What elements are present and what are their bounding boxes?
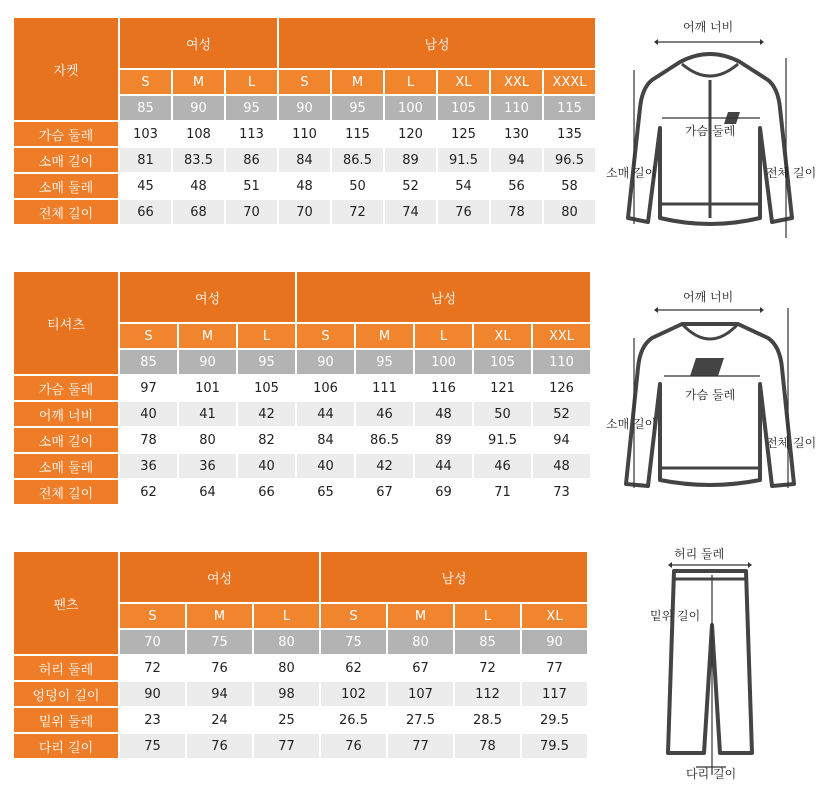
table-cell: 76 (187, 656, 252, 680)
table-row (14, 376, 590, 400)
size-number-header: 85 (120, 96, 171, 120)
table-cell: 27.5 (388, 708, 453, 732)
table-cell: 108 (173, 122, 224, 146)
size-number-header: 90 (179, 350, 236, 374)
table-cell: 67 (388, 656, 453, 680)
table-cell: 89 (385, 148, 436, 172)
pants-illustration (640, 545, 760, 785)
size-number-header: 95 (226, 96, 277, 120)
size-number-header: 85 (120, 350, 177, 374)
size-header: L (238, 324, 295, 348)
row-label: 소매 길이 (14, 148, 118, 172)
table-cell: 97 (120, 376, 177, 400)
table-cell: 79.5 (522, 734, 587, 758)
table-cell: 83.5 (173, 148, 224, 172)
table-cell: 74 (385, 200, 436, 224)
size-number-header: 95 (238, 350, 295, 374)
table-cell: 105 (238, 376, 295, 400)
table-cell: 40 (238, 454, 295, 478)
tshirt-illustration (600, 288, 816, 508)
table-cell: 26.5 (321, 708, 386, 732)
size-number-header: 95 (356, 350, 413, 374)
group-men-header: 남성 (297, 272, 590, 322)
table-cell: 91.5 (438, 148, 489, 172)
table-cell: 71 (474, 480, 531, 504)
size-number-header: 85 (455, 630, 520, 654)
table-cell: 69 (415, 480, 472, 504)
size-number-header: 105 (474, 350, 531, 374)
table-cell: 94 (187, 682, 252, 706)
table-cell: 40 (297, 454, 354, 478)
table-cell: 24 (187, 708, 252, 732)
size-header: S (120, 70, 171, 94)
size-number-header: 90 (173, 96, 224, 120)
size-number-header: 80 (388, 630, 453, 654)
table-row (14, 480, 590, 504)
table-cell: 68 (173, 200, 224, 224)
table-cell: 80 (254, 656, 319, 680)
table-cell: 62 (120, 480, 177, 504)
table-cell: 110 (279, 122, 330, 146)
size-header: M (173, 70, 224, 94)
table-cell: 86.5 (356, 428, 413, 452)
row-label: 전체 길이 (14, 200, 118, 224)
table-cell: 73 (533, 480, 590, 504)
size-header: L (254, 604, 319, 628)
table-cell: 48 (415, 402, 472, 426)
jacket-size-table (12, 16, 597, 226)
table-cell: 54 (438, 174, 489, 198)
table-cell: 44 (415, 454, 472, 478)
table-row (14, 656, 587, 680)
size-number-header: 110 (491, 96, 542, 120)
size-header: XL (522, 604, 587, 628)
group-women-header: 여성 (120, 272, 295, 322)
table-cell: 84 (279, 148, 330, 172)
jacket-size-section (12, 16, 597, 226)
size-header: M (388, 604, 453, 628)
table-cell: 125 (438, 122, 489, 146)
table-cell: 90 (120, 682, 185, 706)
table-cell: 25 (254, 708, 319, 732)
tshirt-shoulder-label: 어깨 너비 (683, 290, 734, 304)
table-cell: 78 (455, 734, 520, 758)
table-cell: 80 (544, 200, 595, 224)
jacket-illustration (600, 18, 816, 248)
table-cell: 62 (321, 656, 386, 680)
table-cell: 36 (179, 454, 236, 478)
row-label: 소매 둘레 (14, 454, 118, 478)
table-cell: 91.5 (474, 428, 531, 452)
table-cell: 82 (238, 428, 295, 452)
size-header: S (120, 604, 185, 628)
table-cell: 89 (415, 428, 472, 452)
size-number-header: 115 (544, 96, 595, 120)
table-cell: 40 (120, 402, 177, 426)
table-cell: 75 (120, 734, 185, 758)
table-cell: 111 (356, 376, 413, 400)
table-cell: 50 (332, 174, 383, 198)
row-label: 허리 둘레 (14, 656, 118, 680)
table-row (14, 200, 595, 224)
table-cell: 50 (474, 402, 531, 426)
table-row (14, 428, 590, 452)
size-number-header: 100 (385, 96, 436, 120)
table-cell: 102 (321, 682, 386, 706)
size-header: XL (474, 324, 531, 348)
table-cell: 112 (455, 682, 520, 706)
size-header: S (120, 324, 177, 348)
size-number-header: 100 (415, 350, 472, 374)
table-cell: 23 (120, 708, 185, 732)
table-cell: 70 (279, 200, 330, 224)
table-row (14, 734, 587, 758)
size-header: XXL (533, 324, 590, 348)
size-number-header: 90 (297, 350, 354, 374)
category-label: 자켓 (14, 18, 118, 120)
table-cell: 36 (120, 454, 177, 478)
size-header: L (415, 324, 472, 348)
table-cell: 113 (226, 122, 277, 146)
size-header: L (455, 604, 520, 628)
table-cell: 86 (226, 148, 277, 172)
category-label: 티셔츠 (14, 272, 118, 374)
size-header: S (321, 604, 386, 628)
table-cell: 28.5 (455, 708, 520, 732)
size-header: M (356, 324, 413, 348)
size-number-header: 90 (522, 630, 587, 654)
table-cell: 126 (533, 376, 590, 400)
jacket-length-label: 전체 길이 (766, 166, 816, 180)
tshirt-chest-label: 가슴 둘레 (685, 388, 736, 402)
size-header: M (187, 604, 252, 628)
group-men-header: 남성 (279, 18, 595, 68)
table-cell: 96.5 (544, 148, 595, 172)
tshirt-sleeve-label: 소매 길이 (606, 417, 657, 431)
tshirt-size-table (12, 270, 592, 506)
table-row (14, 174, 595, 198)
table-cell: 107 (388, 682, 453, 706)
size-header: S (297, 324, 354, 348)
size-header: M (332, 70, 383, 94)
table-cell: 101 (179, 376, 236, 400)
pants-rise-label: 밑위 길이 (650, 609, 701, 623)
table-cell: 78 (491, 200, 542, 224)
table-cell: 65 (297, 480, 354, 504)
row-label: 어깨 너비 (14, 402, 118, 426)
table-cell: 94 (491, 148, 542, 172)
size-header: XXL (491, 70, 542, 94)
table-row (14, 454, 590, 478)
size-number-header: 80 (254, 630, 319, 654)
table-cell: 66 (120, 200, 171, 224)
table-cell: 72 (332, 200, 383, 224)
table-cell: 44 (297, 402, 354, 426)
table-cell: 78 (120, 428, 177, 452)
table-cell: 117 (522, 682, 587, 706)
table-cell: 84 (297, 428, 354, 452)
table-cell: 46 (474, 454, 531, 478)
pants-outline-icon (640, 545, 760, 785)
table-cell: 77 (522, 656, 587, 680)
size-header: L (226, 70, 277, 94)
jacket-chest-label: 가슴 둘레 (685, 124, 736, 138)
table-cell: 76 (321, 734, 386, 758)
table-cell: 86.5 (332, 148, 383, 172)
row-label: 밑위 둘레 (14, 708, 118, 732)
category-label: 팬츠 (14, 552, 118, 654)
row-label: 소매 둘레 (14, 174, 118, 198)
table-cell: 56 (491, 174, 542, 198)
size-number-header: 90 (279, 96, 330, 120)
tshirt-length-label: 전체 길이 (766, 436, 816, 450)
size-number-header: 105 (438, 96, 489, 120)
table-cell: 67 (356, 480, 413, 504)
row-label: 가슴 둘레 (14, 376, 118, 400)
table-cell: 94 (533, 428, 590, 452)
group-women-header: 여성 (120, 18, 277, 68)
pants-size-section (12, 550, 589, 760)
table-cell: 115 (332, 122, 383, 146)
row-label: 전체 길이 (14, 480, 118, 504)
pants-waist-label: 허리 둘레 (674, 547, 725, 561)
size-header: M (179, 324, 236, 348)
group-women-header: 여성 (120, 552, 319, 602)
table-cell: 42 (356, 454, 413, 478)
size-number-header: 95 (332, 96, 383, 120)
table-cell: 103 (120, 122, 171, 146)
table-cell: 48 (173, 174, 224, 198)
table-cell: 72 (455, 656, 520, 680)
pants-leg-label: 다리 길이 (686, 767, 737, 781)
table-row (14, 122, 595, 146)
table-cell: 72 (120, 656, 185, 680)
table-cell: 46 (356, 402, 413, 426)
table-cell: 106 (297, 376, 354, 400)
table-cell: 120 (385, 122, 436, 146)
pants-size-table (12, 550, 589, 760)
table-cell: 77 (388, 734, 453, 758)
table-cell: 29.5 (522, 708, 587, 732)
table-cell: 98 (254, 682, 319, 706)
table-cell: 51 (226, 174, 277, 198)
table-cell: 76 (187, 734, 252, 758)
table-cell: 130 (491, 122, 542, 146)
table-cell: 58 (544, 174, 595, 198)
row-label: 엉덩이 길이 (14, 682, 118, 706)
table-cell: 64 (179, 480, 236, 504)
table-cell: 42 (238, 402, 295, 426)
table-cell: 66 (238, 480, 295, 504)
table-cell: 135 (544, 122, 595, 146)
table-cell: 121 (474, 376, 531, 400)
size-number-header: 75 (321, 630, 386, 654)
table-row (14, 402, 590, 426)
table-cell: 52 (533, 402, 590, 426)
table-row (14, 682, 587, 706)
jacket-shoulder-label: 어깨 너비 (683, 20, 734, 34)
size-number-header: 110 (533, 350, 590, 374)
tshirt-size-section (12, 270, 592, 506)
table-cell: 48 (279, 174, 330, 198)
size-header: L (385, 70, 436, 94)
table-cell: 116 (415, 376, 472, 400)
table-cell: 77 (254, 734, 319, 758)
table-row (14, 708, 587, 732)
table-cell: 52 (385, 174, 436, 198)
table-cell: 41 (179, 402, 236, 426)
jacket-sleeve-label: 소매 길이 (606, 166, 657, 180)
table-cell: 80 (179, 428, 236, 452)
row-label: 가슴 둘레 (14, 122, 118, 146)
table-row (14, 148, 595, 172)
row-label: 다리 길이 (14, 734, 118, 758)
table-cell: 48 (533, 454, 590, 478)
size-number-header: 70 (120, 630, 185, 654)
row-label: 소매 길이 (14, 428, 118, 452)
size-number-header: 75 (187, 630, 252, 654)
size-header: XXXL (544, 70, 595, 94)
table-cell: 70 (226, 200, 277, 224)
size-header: XL (438, 70, 489, 94)
table-cell: 45 (120, 174, 171, 198)
table-cell: 76 (438, 200, 489, 224)
table-cell: 81 (120, 148, 171, 172)
group-men-header: 남성 (321, 552, 587, 602)
size-header: S (279, 70, 330, 94)
